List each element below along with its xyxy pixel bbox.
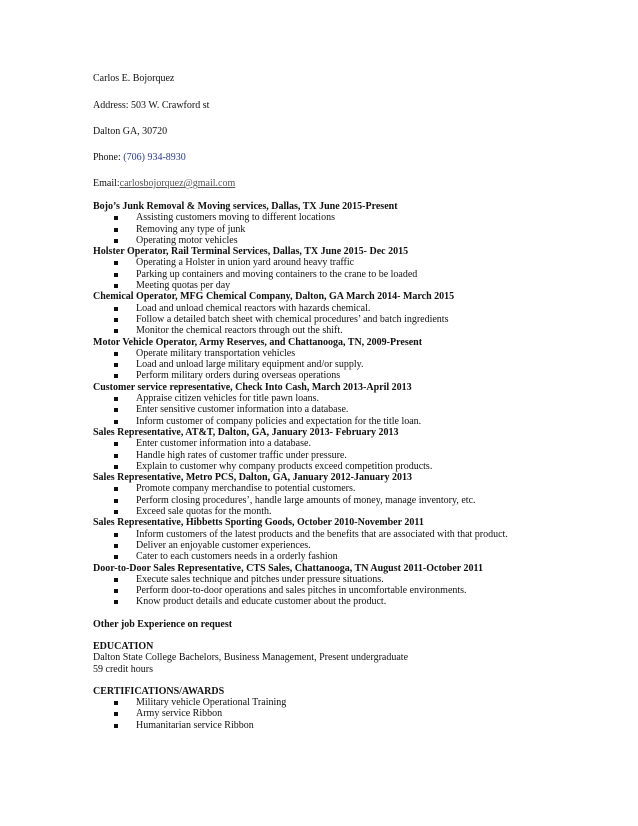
- square-bullet-icon: [114, 712, 118, 716]
- job-title: Customer service representative, Check Into Cash, March 2013-April 2013: [93, 381, 412, 393]
- square-bullet-icon: [114, 544, 118, 548]
- experience-section: [93, 201, 613, 731]
- square-bullet-icon: [114, 555, 118, 559]
- list-item: Meeting quotas per day: [93, 280, 613, 291]
- list-item: Know product details and educate customer about the product.: [93, 596, 613, 607]
- duty-list: [93, 393, 613, 427]
- list-item: Perform closing procedures’, handle large amounts of money, manage inventory, etc.: [93, 495, 613, 506]
- phone-label: Phone:: [93, 152, 124, 163]
- square-bullet-icon: [114, 533, 118, 537]
- list-item: Monitor the chemical reactors through out the shift.: [93, 325, 613, 336]
- square-bullet-icon: [114, 465, 118, 469]
- job-entry: [93, 201, 613, 246]
- square-bullet-icon: [114, 261, 118, 265]
- duty-list: [93, 348, 613, 382]
- job-entry: [93, 291, 613, 336]
- duty-list: [93, 303, 613, 337]
- job-entry: [93, 472, 613, 517]
- job-entry: [93, 563, 613, 608]
- square-bullet-icon: [114, 397, 118, 401]
- list-item: Perform door-to-door operations and sales pitches in uncomfortable environments.: [93, 585, 613, 596]
- job-entry: [93, 246, 613, 291]
- duty-list: [93, 574, 613, 608]
- list-item: Promote company merchandise to potential customers.: [93, 483, 613, 494]
- list-item: Operating motor vehicles: [93, 235, 613, 246]
- email-line: [93, 178, 235, 189]
- list-item: Humanitarian service Ribbon: [93, 720, 613, 731]
- duty-list: [93, 212, 613, 246]
- square-bullet-icon: [114, 374, 118, 378]
- list-item: Enter sensitive customer information into a database.: [93, 404, 613, 415]
- square-bullet-icon: [114, 352, 118, 356]
- list-item: Deliver an enjoyable customer experiences.: [93, 540, 613, 551]
- square-bullet-icon: [114, 454, 118, 458]
- education-heading: EDUCATION: [93, 640, 154, 652]
- job-title: Sales Representative, AT&T, Dalton, GA, January 2013- February 2013: [93, 426, 399, 438]
- candidate-name: Carlos E. Bojorquez: [93, 73, 175, 84]
- square-bullet-icon: [114, 318, 118, 322]
- square-bullet-icon: [114, 329, 118, 333]
- list-item: Operating a Holster in union yard around heavy traffic: [93, 257, 613, 268]
- square-bullet-icon: [114, 408, 118, 412]
- square-bullet-icon: [114, 273, 118, 277]
- square-bullet-icon: [114, 487, 118, 491]
- job-title: Holster Operator, Rail Terminal Services, Dallas, TX June 2015- Dec 2015: [93, 246, 409, 258]
- square-bullet-icon: [114, 499, 118, 503]
- list-item: Army service Ribbon: [93, 708, 613, 719]
- list-item: Assisting customers moving to different locations: [93, 212, 613, 223]
- job-title: Door-to-Door Sales Representative, CTS Sales, Chattanooga, TN August 2011-October 2011: [93, 562, 483, 574]
- square-bullet-icon: [114, 600, 118, 604]
- list-item: Inform customers of the latest products and the benefits that are associated with that product.: [93, 529, 613, 540]
- duty-list: [93, 438, 613, 472]
- square-bullet-icon: [114, 284, 118, 288]
- email-label: Email:: [93, 178, 120, 189]
- list-item: Execute sales technique and pitches under pressure situations.: [93, 574, 613, 585]
- list-item: Removing any type of junk: [93, 224, 613, 235]
- square-bullet-icon: [114, 578, 118, 582]
- job-entry: [93, 337, 613, 382]
- square-bullet-icon: [114, 239, 118, 243]
- list-item: Exceed sale quotas for the month.: [93, 506, 613, 517]
- list-item: Follow a detailed batch sheet with chemical procedures’ and batch ingredients: [93, 314, 613, 325]
- duty-list: [93, 483, 613, 517]
- list-item: Inform customer of company policies and expectation for the title loan.: [93, 416, 613, 427]
- phone-line: [93, 152, 186, 163]
- email-link[interactable]: carlosbojorquez@gmail.com: [119, 178, 236, 189]
- list-item: Load and unload large military equipment and/or supply.: [93, 359, 613, 370]
- square-bullet-icon: [114, 724, 118, 728]
- job-entry: [93, 517, 613, 562]
- job-title: Motor Vehicle Operator, Army Reserves, and Chattanooga, TN, 2009-Present: [93, 336, 423, 348]
- city-line: Dalton GA, 30720: [93, 126, 168, 137]
- square-bullet-icon: [114, 420, 118, 424]
- square-bullet-icon: [114, 228, 118, 232]
- list-item: Explain to customer why company products exceed competition products.: [93, 461, 613, 472]
- duty-list: [93, 529, 613, 563]
- list-item: Appraise citizen vehicles for title pawn loans.: [93, 393, 613, 404]
- job-title: Sales Representative, Metro PCS, Dalton, GA, January 2012-January 2013: [93, 472, 413, 484]
- phone-number[interactable]: (706) 934-8930: [123, 152, 186, 163]
- job-title: Sales Representative, Hibbetts Sporting Goods, October 2010-November 2011: [93, 517, 424, 529]
- job-title: Bojo’s Junk Removal & Moving services, Dallas, TX June 2015-Present: [93, 201, 398, 212]
- list-item: Operate military transportation vehicles: [93, 348, 613, 359]
- square-bullet-icon: [114, 510, 118, 514]
- job-title: Chemical Operator, MFG Chemical Company, Dalton, GA March 2014- March 2015: [93, 291, 455, 303]
- list-item: Cater to each customers needs in a orderly fashion: [93, 551, 613, 562]
- job-entry: [93, 427, 613, 472]
- square-bullet-icon: [114, 701, 118, 705]
- list-item: Parking up containers and moving containers to the crane to be loaded: [93, 269, 613, 280]
- education-credits: 59 credit hours: [93, 663, 153, 675]
- certification-list: [93, 697, 613, 731]
- job-entry: [93, 382, 613, 427]
- square-bullet-icon: [114, 307, 118, 311]
- square-bullet-icon: [114, 442, 118, 446]
- list-item: Load and unload chemical reactors with hazards chemical.: [93, 303, 613, 314]
- certifications-heading: CERTIFICATIONS/AWARDS: [93, 685, 225, 697]
- list-item: Handle high rates of customer traffic under pressure.: [93, 450, 613, 461]
- list-item: Military vehicle Operational Training: [93, 697, 613, 708]
- list-item: Perform military orders during overseas operations: [93, 370, 613, 381]
- square-bullet-icon: [114, 363, 118, 367]
- square-bullet-icon: [114, 216, 118, 220]
- square-bullet-icon: [114, 589, 118, 593]
- list-item: Enter customer information into a database.: [93, 438, 613, 449]
- other-experience-note: Other job Experience on request: [93, 618, 233, 630]
- address-line: Address: 503 W. Crawford st: [93, 100, 210, 111]
- duty-list: [93, 257, 613, 291]
- education-degree: Dalton State College Bachelors, Business Management, Present undergraduate: [93, 652, 409, 664]
